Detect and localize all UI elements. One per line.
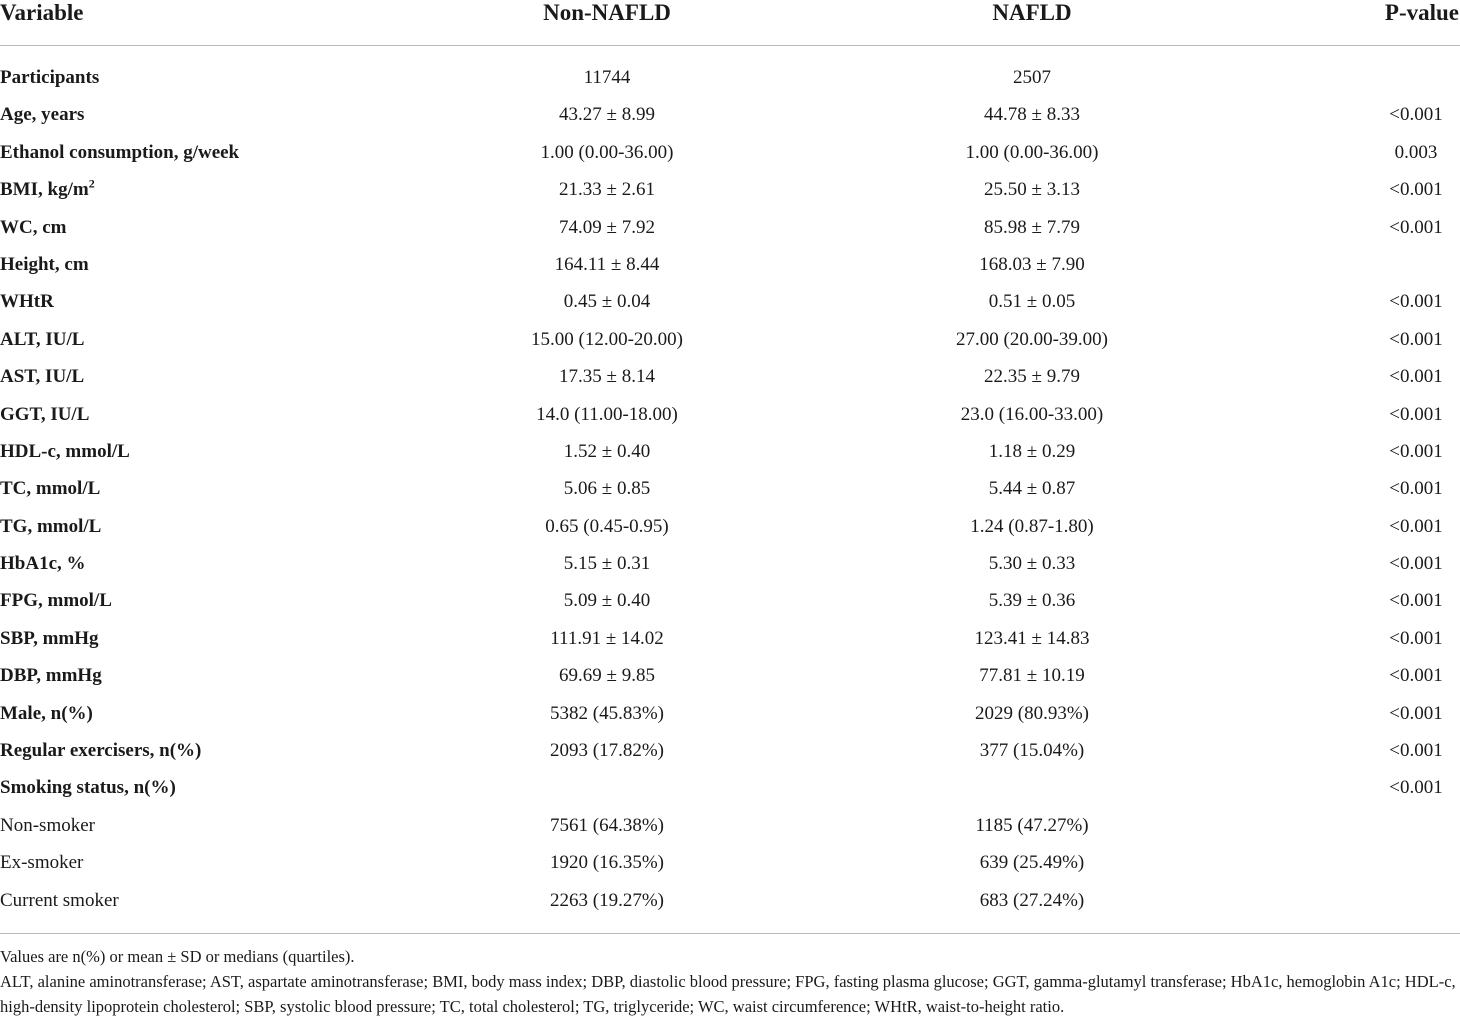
row-label [0,545,86,582]
row-label [0,882,119,919]
cell-p-value: <0.001 [1389,291,1443,313]
cell-p-value: <0.001 [1389,366,1443,388]
row-label-text: Age, years [0,104,85,126]
cell-p-value: <0.001 [1389,216,1443,238]
cell-p-value: <0.001 [1389,403,1443,425]
table-row [0,246,1460,283]
cell-non-nafld: 14.0 (11.00-18.00) [536,403,678,425]
row-label [0,844,83,881]
row-label-text: SBP, mmHg [0,627,99,649]
row-label-text: Participants [0,67,100,88]
cell-nafld: 0.51 ± 0.05 [988,291,1076,313]
row-label-text: ALT, IU/L [0,328,85,350]
row-label-text: TC, mmol/L [0,478,101,500]
cell-non-nafld: 5382 (45.83%) [550,702,664,724]
cell-nafld: 22.35 ± 9.79 [984,366,1080,388]
cell-non-nafld: 2093 (17.82%) [550,740,664,762]
table-row [0,433,1460,470]
row-label [0,321,84,358]
cell-non-nafld: 5.15 ± 0.31 [563,553,651,575]
cell-non-nafld: 15.00 (12.00-20.00) [531,328,683,350]
cell-non-nafld: 7561 (64.38%) [550,814,664,836]
cell-non-nafld: 74.09 ± 7.92 [559,216,655,238]
row-label [0,209,66,246]
table-row [0,695,1460,732]
table-row [0,171,1460,208]
cell-nafld: 123.41 ± 14.83 [974,627,1090,649]
row-label-text: Current smoker [0,889,119,911]
table-row [0,620,1460,657]
cell-nafld: 5.44 ± 0.87 [988,478,1076,500]
cell-nafld: 639 (25.49%) [979,852,1085,874]
row-label-text: WHtR [0,291,54,313]
row-label-text: WC, cm [0,216,67,238]
row-label-text: Ex-smoker [0,852,84,874]
header-p-value: P-value [1384,0,1459,25]
row-label-text: GGT, IU/L [0,403,90,425]
row-label [0,807,95,844]
cell-nafld: 1.24 (0.87-1.80) [970,515,1094,537]
row-label [0,396,89,433]
row-label-text: HDL-c, mmol/L [0,440,130,462]
row-label-text: Non-smoker [0,814,95,836]
cell-nafld: 168.03 ± 7.90 [979,253,1085,275]
cell-p-value: <0.001 [1389,553,1443,575]
cell-p-value: 0.003 [1394,141,1438,163]
row-label-text: Ethanol consumption, g/week [0,141,240,163]
header-variable: Variable [0,0,84,25]
table-row [0,59,1460,96]
cell-nafld: 683 (27.24%) [979,889,1085,911]
table-row [0,657,1460,694]
cell-non-nafld: 111.91 ± 14.02 [550,627,664,649]
cell-nafld: 1.00 (0.00-36.00) [965,141,1099,163]
row-label-text: BMI, kg/m [0,179,89,201]
table-header [0,0,1460,26]
footer-divider [0,933,1460,934]
cell-nafld: 85.98 ± 7.79 [984,216,1080,238]
cell-nafld: 23.0 (16.00-33.00) [960,403,1104,425]
cell-nafld: 5.39 ± 0.36 [988,590,1076,612]
cell-non-nafld: 5.06 ± 0.85 [563,478,651,500]
cell-nafld: 44.78 ± 8.33 [984,104,1080,126]
cell-non-nafld: 1920 (16.35%) [550,852,664,874]
cell-non-nafld: 5.09 ± 0.40 [563,590,651,612]
table-row [0,582,1460,619]
row-label [0,732,201,769]
row-label-text: Regular exercisers, n(%) [0,740,202,762]
table-row [0,209,1460,246]
footnote-values: Values are n(%) or mean ± SD or medians (quartiles). [0,947,355,966]
cell-p-value: <0.001 [1389,515,1443,537]
row-label [0,433,130,470]
cell-nafld: 5.30 ± 0.33 [988,553,1076,575]
cell-p-value: <0.001 [1389,702,1443,724]
cell-p-value: <0.001 [1389,590,1443,612]
row-label [0,695,93,732]
header-non-nafld: Non-NAFLD [543,0,671,25]
table-row [0,134,1460,171]
row-label [0,171,95,208]
table-row [0,358,1460,395]
table-row [0,321,1460,358]
table-row [0,769,1460,806]
cell-non-nafld: 0.45 ± 0.04 [563,291,651,313]
cell-nafld: 2507 [1013,67,1051,88]
table-body [0,59,1460,919]
cell-p-value: <0.001 [1389,179,1443,201]
header-divider [0,45,1460,46]
table-row [0,807,1460,844]
cell-non-nafld: 69.69 ± 9.85 [559,665,655,687]
cell-nafld: 77.81 ± 10.19 [979,665,1085,687]
cell-p-value: <0.001 [1389,777,1443,799]
cell-non-nafld: 43.27 ± 8.99 [559,104,655,126]
cell-non-nafld: 11744 [583,67,631,88]
cell-p-value: <0.001 [1389,665,1443,687]
row-label-text: FPG, mmol/L [0,590,112,612]
header-nafld: NAFLD [992,0,1072,25]
row-label [0,134,239,171]
cell-non-nafld: 1.00 (0.00-36.00) [540,141,674,163]
cell-p-value: <0.001 [1389,104,1443,126]
cell-non-nafld: 2263 (19.27%) [550,889,664,911]
cell-p-value: <0.001 [1389,740,1443,762]
cell-p-value: <0.001 [1389,627,1443,649]
row-label [0,657,102,694]
row-label-text: HbA1c, % [0,553,86,575]
cell-nafld: 377 (15.04%) [979,740,1085,762]
row-label [0,96,84,133]
table-row [0,882,1460,919]
row-label-text: AST, IU/L [0,366,85,388]
row-label [0,59,99,96]
cell-p-value: <0.001 [1389,478,1443,500]
table-row [0,283,1460,320]
cell-non-nafld: 1.52 ± 0.40 [563,440,651,462]
cell-p-value: <0.001 [1389,328,1443,350]
row-label [0,470,100,507]
row-label-text: Height, cm [0,253,89,275]
cell-nafld: 1185 (47.27%) [975,814,1089,836]
cell-nafld: 2029 (80.93%) [975,702,1089,724]
footnote-abbreviations: ALT, alanine aminotransferase; AST, aspartate aminotransferase; BMI, body mass index; DBP, diastolic blood pressure; FPG, fasting plasma glucose; GGT, gamma-glutamyl transferase; HbA1c, hemoglobin A1c; HDL-c, high-density lipoprotein cholesterol; SBP, systolic blood pressure; TC, total cholesterol; TG, triglyceride; WC, waist circumference; WHtR, waist-to-height ratio. [0,972,1456,1016]
row-label [0,283,54,320]
cell-nafld: 27.00 (20.00-39.00) [956,328,1108,350]
table-row [0,545,1460,582]
row-label [0,508,101,545]
row-label-text: TG, mmol/L [0,515,102,537]
table-row [0,396,1460,433]
table-footnotes [0,944,1460,1019]
row-label [0,582,112,619]
table-row [0,844,1460,881]
table-row [0,96,1460,133]
cell-non-nafld: 21.33 ± 2.61 [559,179,655,201]
row-label [0,358,84,395]
cell-non-nafld: 0.65 (0.45-0.95) [545,515,669,537]
cell-nafld: 25.50 ± 3.13 [984,179,1080,201]
table-row [0,732,1460,769]
table-row [0,508,1460,545]
row-label-text: DBP, mmHg [0,665,102,687]
cell-non-nafld: 17.35 ± 8.14 [559,366,655,388]
table-row [0,470,1460,507]
row-label [0,769,176,806]
cell-non-nafld: 164.11 ± 8.44 [554,253,660,275]
cell-nafld: 1.18 ± 0.29 [988,440,1076,462]
cell-p-value: <0.001 [1389,440,1443,462]
row-label [0,620,99,657]
row-label-text: Smoking status, n(%) [0,777,176,799]
row-label [0,246,89,283]
row-label-text: Male, n(%) [0,702,93,724]
row-label-superscript: 2 [88,176,95,191]
